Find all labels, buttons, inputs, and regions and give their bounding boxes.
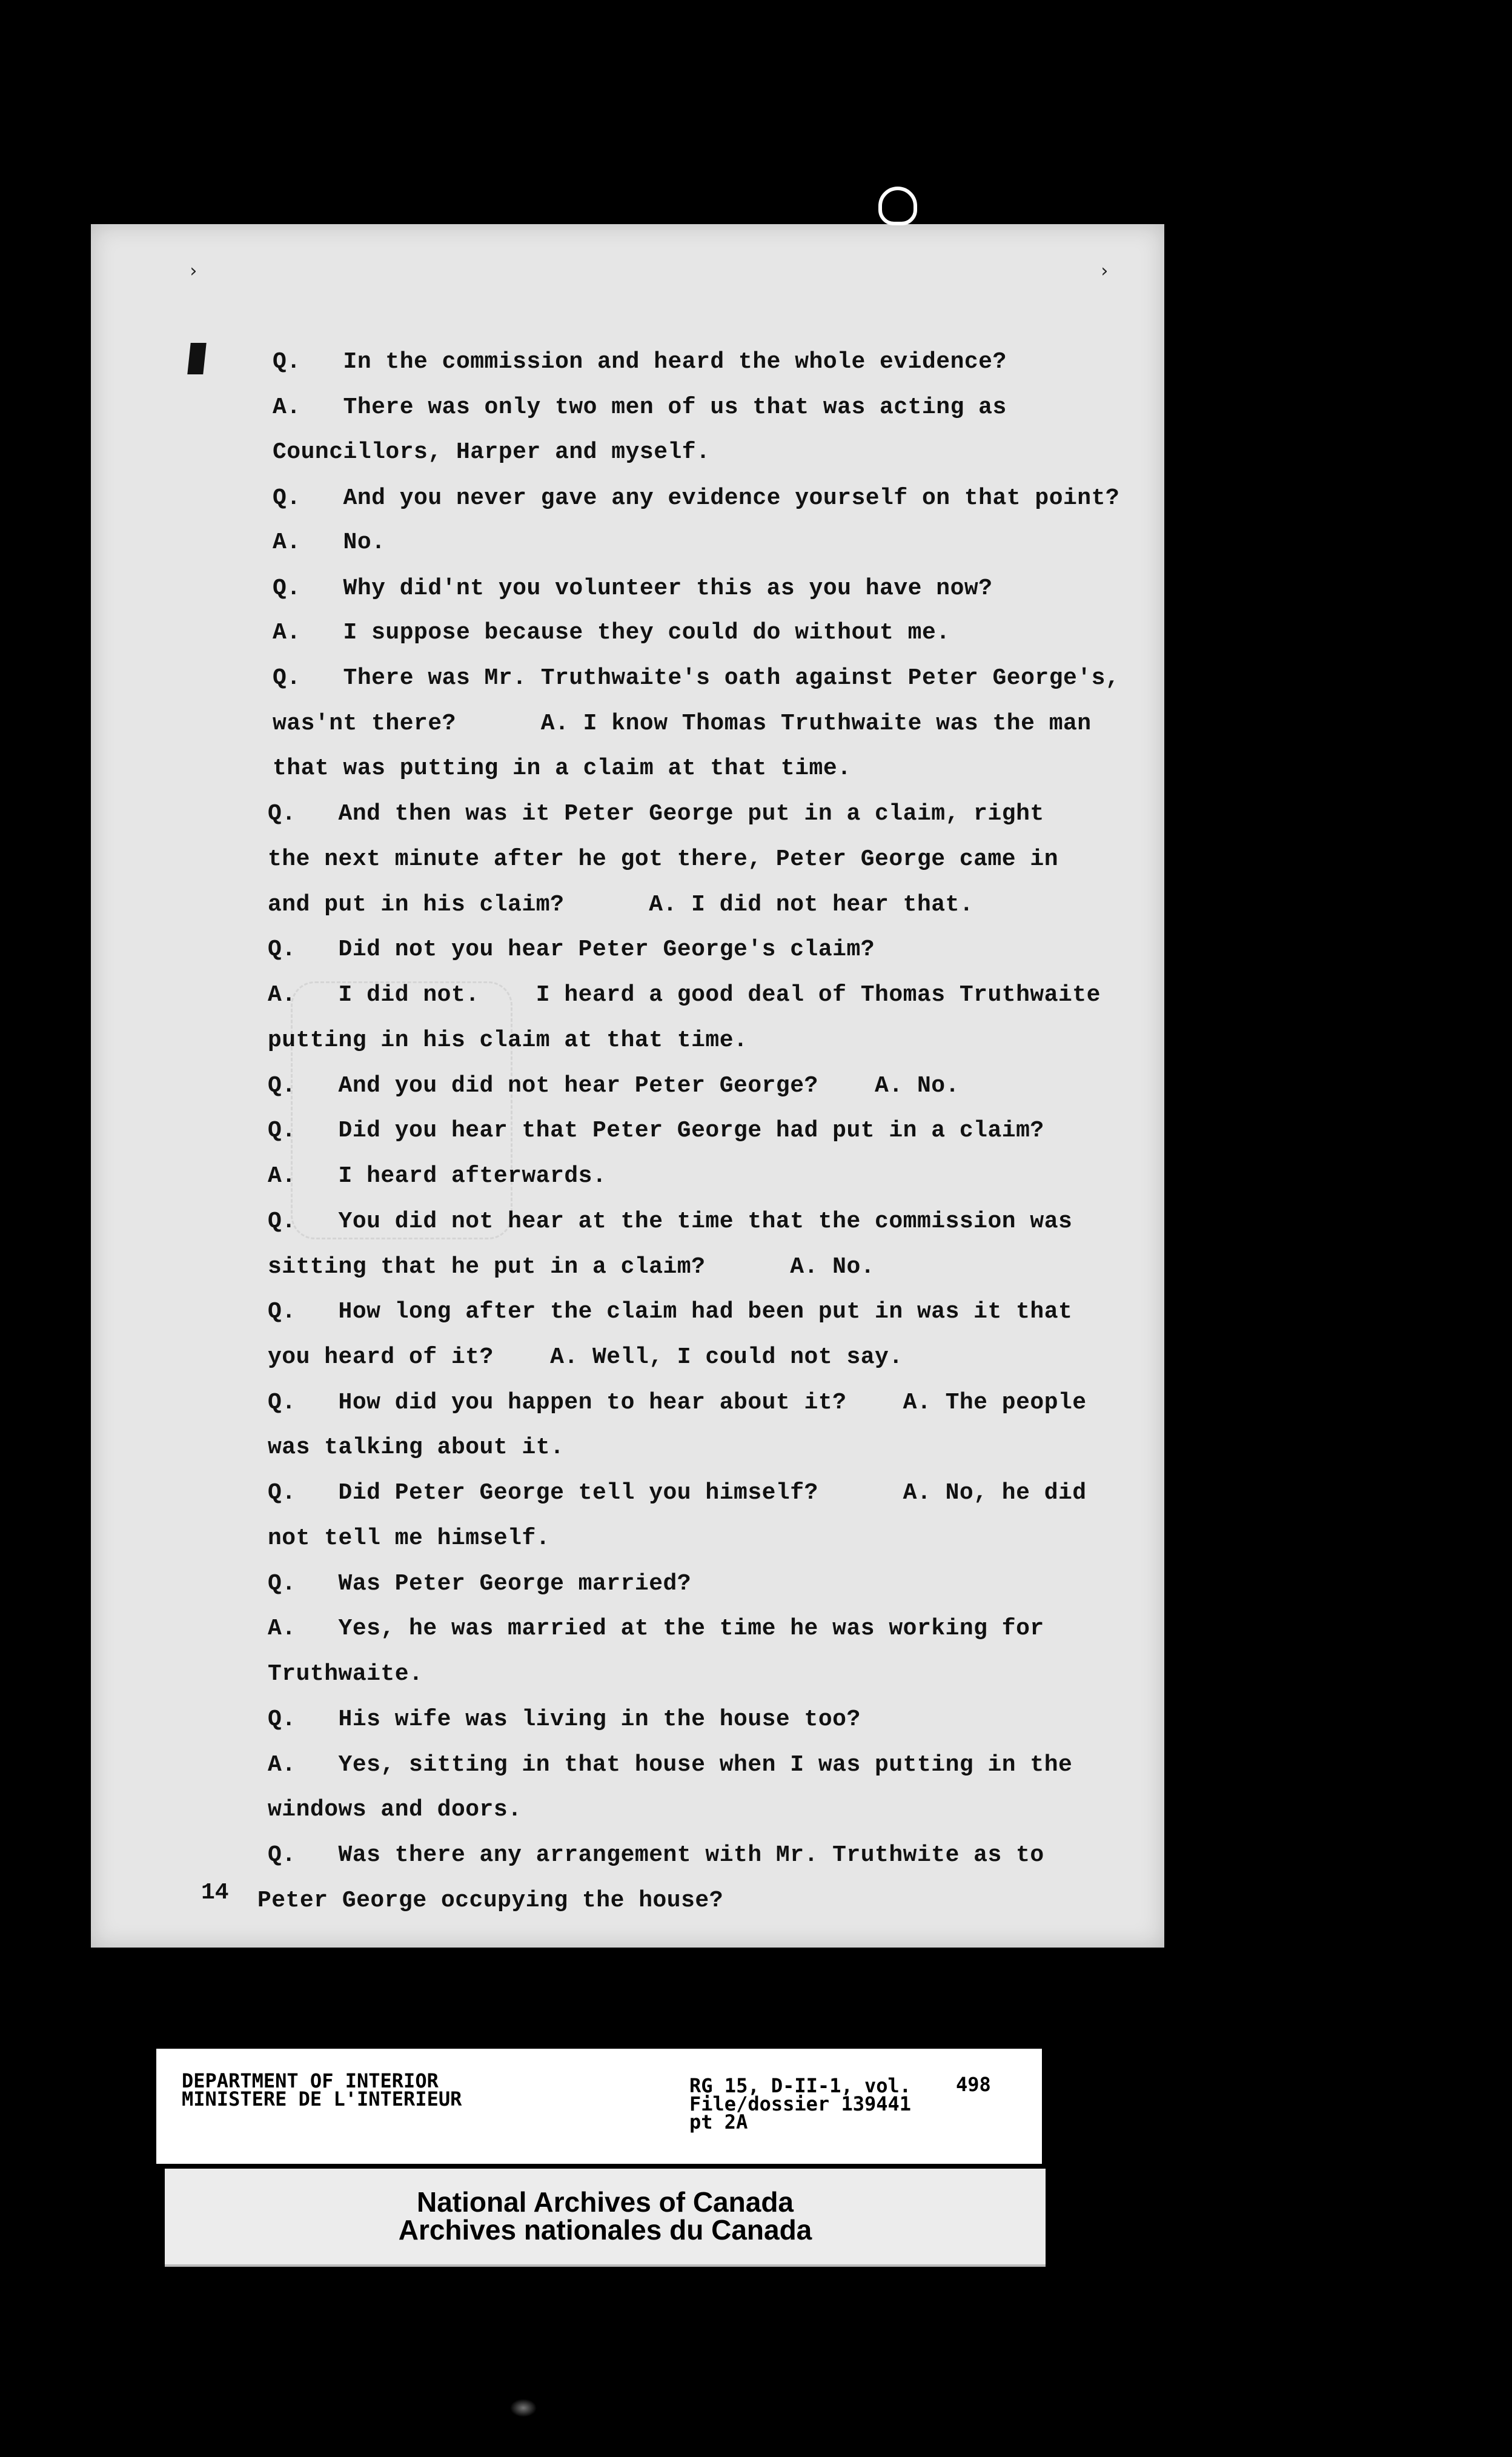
transcript-line: A. Yes, sitting in that house when I was putting in the	[268, 1752, 1073, 1778]
transcript-line: was talking about it.	[268, 1434, 565, 1461]
transcript-line: Councillors, Harper and myself.	[273, 439, 711, 465]
department-name	[182, 2069, 462, 2110]
transcript-line: Q. His wife was living in the house too?	[268, 1706, 861, 1732]
archives-name-french: Archives nationales du Canada	[398, 2214, 812, 2246]
archives-name-english: National Archives of Canada	[416, 2186, 794, 2218]
transcript-line: A. I heard afterwards.	[268, 1163, 607, 1189]
transcript-line: putting in his claim at that time.	[268, 1027, 748, 1053]
volume-number: 498	[956, 2073, 991, 2096]
transcript-line: A. I suppose because they could do without me.	[273, 620, 950, 646]
transcript-line: Q. In the commission and heard the whole evidence?	[273, 349, 1007, 375]
transcript-text	[91, 224, 1164, 1948]
transcript-line: Q. Did not you hear Peter George's claim?	[268, 937, 875, 963]
record-group-line: RG 15, D-II-1, vol.	[689, 2074, 912, 2097]
transcript-line: Q. And you did not hear Peter George? A. No.	[268, 1073, 960, 1099]
transcript-line: Q. And then was it Peter George put in a claim, right	[268, 801, 1044, 827]
page-corner-mark-left: ›	[188, 260, 199, 282]
transcript-line: A. No.	[273, 529, 386, 555]
transcript-line: Q. How did you happen to hear about it? A. The people	[268, 1390, 1087, 1416]
page-number: 14	[201, 1880, 229, 1906]
transcript-line: Q. Was Peter George married?	[268, 1571, 692, 1597]
transcript-line: Q. Was there any arrangement with Mr. Truthwite as to	[268, 1842, 1044, 1868]
paper-clip-mark	[878, 187, 917, 225]
part-line: pt 2A	[689, 2110, 748, 2134]
transcript-line: Q. And you never gave any evidence yourself on that point?	[273, 485, 1120, 511]
transcript-line: Q. How long after the claim had been put in was it that	[268, 1299, 1073, 1325]
transcript-line: and put in his claim? A. I did not hear that.	[268, 892, 974, 918]
transcript-line: Q. There was Mr. Truthwaite's oath against Peter George's,	[273, 665, 1120, 691]
archive-reference-label	[156, 2049, 1042, 2164]
transcript-line: Q. You did not hear at the time that the commission was	[268, 1209, 1073, 1235]
transcript-line: Q. Did Peter George tell you himself? A. No, he did	[268, 1480, 1087, 1506]
transcript-line: you heard of it? A. Well, I could not say.	[268, 1344, 903, 1370]
transcript-line: Peter George occupying the house?	[257, 1888, 724, 1914]
transcript-line: that was putting in a claim at that time.	[273, 755, 852, 781]
transcript-line: windows and doors.	[268, 1797, 522, 1823]
transcript-line: not tell me himself.	[268, 1525, 551, 1551]
document-page	[91, 224, 1164, 1948]
file-dossier-line: File/dossier 139441	[689, 2092, 912, 2115]
transcript-line: Truthwaite.	[268, 1661, 423, 1687]
record-group-reference	[689, 2074, 912, 2134]
department-french: MINISTERE DE L'INTERIEUR	[182, 2087, 462, 2110]
page-corner-mark-right: ›	[1098, 260, 1110, 282]
transcript-line: the next minute after he got there, Peter George came in	[268, 846, 1059, 872]
transcript-line: Q. Why did'nt you volunteer this as you have now?	[273, 575, 993, 602]
transcript-line: A. Yes, he was married at the time he was working for	[268, 1616, 1044, 1642]
transcript-line: A. There was only two men of us that was acting as	[273, 394, 1007, 420]
transcript-line: was'nt there? A. I know Thomas Truthwaite was the man	[273, 711, 1092, 737]
transcript-line: A. I did not. I heard a good deal of Thomas Truthwaite	[268, 982, 1101, 1008]
department-english: DEPARTMENT OF INTERIOR	[182, 2069, 439, 2092]
film-speck	[510, 2399, 537, 2417]
transcript-line: Q. Did you hear that Peter George had put in a claim?	[268, 1118, 1044, 1144]
archives-banner	[165, 2169, 1046, 2267]
transcript-line: sitting that he put in a claim? A. No.	[268, 1254, 875, 1280]
